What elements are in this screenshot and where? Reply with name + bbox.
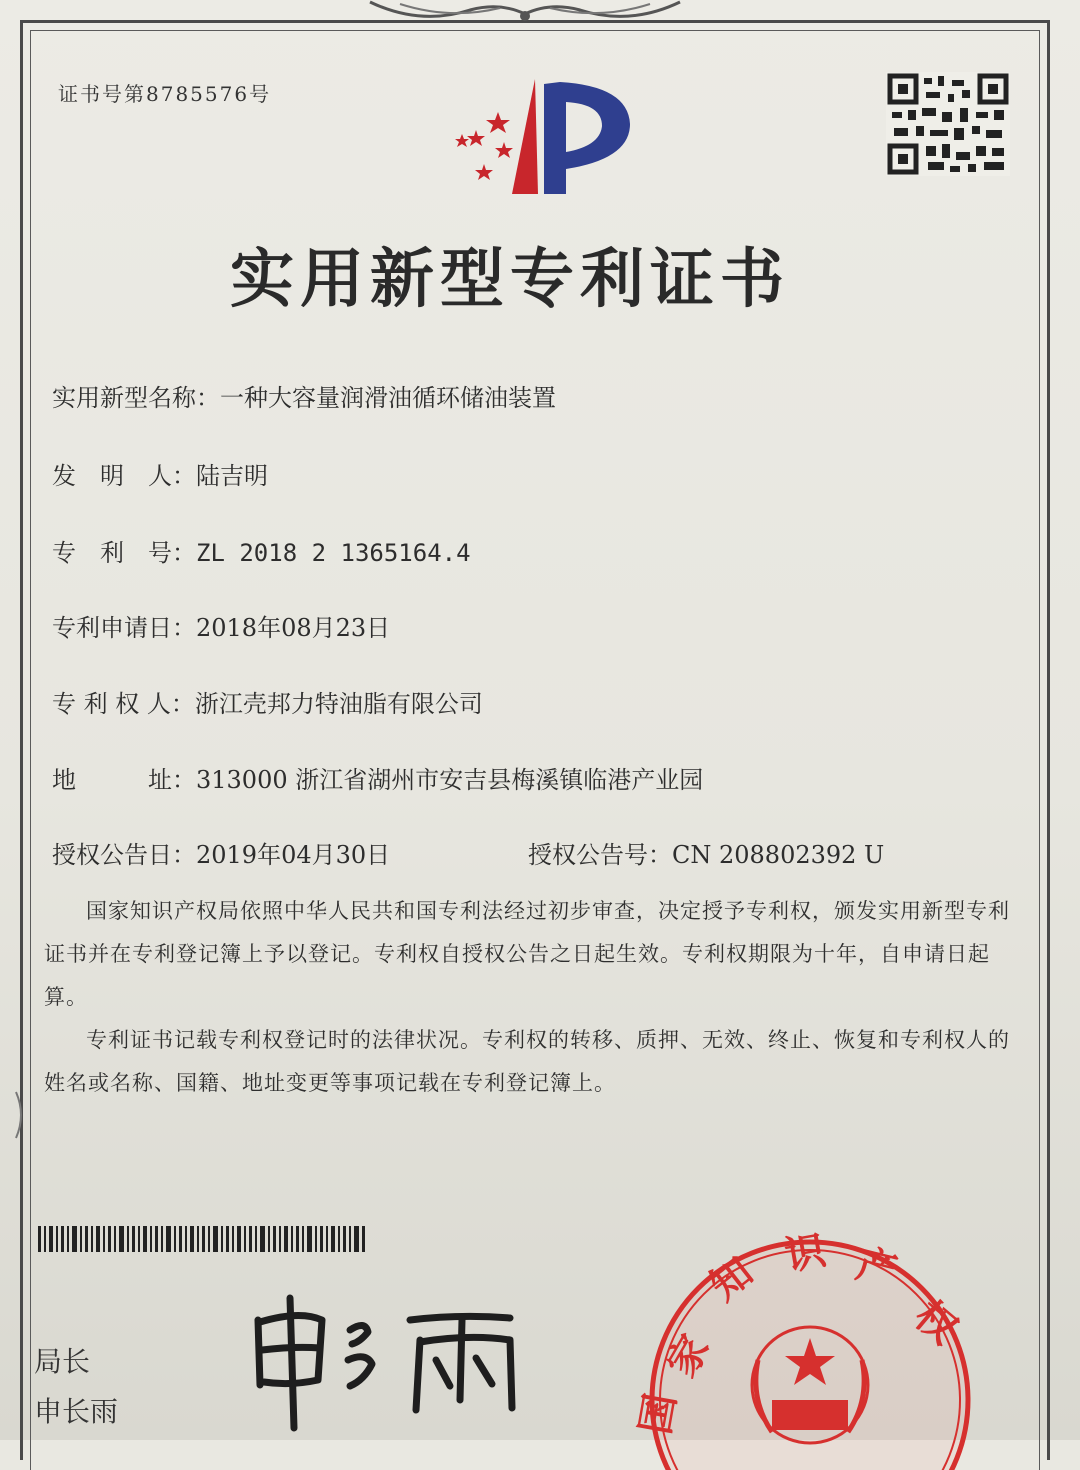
grant-number-value: CN 208802392 U	[672, 841, 885, 869]
inventor-label: 发 明 人：	[52, 462, 196, 490]
utility-model-name-label: 实用新型名称：	[52, 384, 220, 412]
signatory-name: 申长雨	[34, 1395, 119, 1428]
barcode-icon	[38, 1226, 368, 1252]
signatory-role: 局长	[34, 1345, 91, 1378]
svg-text:家: 家	[658, 1327, 719, 1385]
grant-date-value: 2019年04月30日	[196, 841, 391, 869]
patent-number-row	[52, 533, 471, 568]
certificate-body	[44, 890, 1010, 1105]
filing-date-value: 2018年08月23日	[196, 614, 391, 642]
grant-date-label: 授权公告日：	[52, 841, 196, 869]
inventor-value: 陆吉明	[196, 462, 268, 490]
filing-date-row	[52, 608, 390, 643]
address-label: 地 址：	[52, 766, 196, 794]
handwritten-signature-icon	[240, 1290, 550, 1430]
certificate-title: 实用新型专利证书	[230, 243, 790, 317]
qr-code-icon	[886, 72, 1010, 176]
inventor-row	[52, 456, 268, 491]
svg-text:权: 权	[905, 1292, 966, 1354]
patentee-row	[52, 684, 483, 719]
address-row	[52, 760, 703, 795]
svg-text:识: 识	[781, 1227, 830, 1280]
patent-number-value: ZL 2018 2 1365164.4	[196, 539, 471, 567]
svg-text:国: 国	[632, 1390, 685, 1438]
grant-number-label: 授权公告号：	[528, 841, 672, 869]
patentee-label: 专 利 权 人：	[52, 690, 195, 718]
grant-number-row	[528, 835, 884, 870]
top-ornament-icon	[360, 0, 690, 26]
filing-date-label: 专利申请日：	[52, 614, 196, 642]
utility-model-name-row	[52, 378, 556, 413]
cnipa-logo-icon	[440, 74, 640, 204]
body-paragraph-2: 专利证书记载专利权登记时的法律状况。专利权的转移、质押、无效、终止、恢复和专利权人的姓名或名称、国籍、地址变更等事项记载在专利登记簿上。	[44, 1028, 1010, 1095]
pencil-mark-icon	[12, 1090, 28, 1140]
official-seal-icon	[632, 1210, 980, 1440]
patent-number-label: 专 利 号：	[52, 539, 196, 567]
body-paragraph-1: 国家知识产权局依照中华人民共和国专利法经过初步审查，决定授予专利权，颁发实用新型专利证书并在专利登记簿上予以登记。专利权自授权公告之日起生效。专利权期限为十年，自申请日起算。	[44, 899, 1010, 1009]
grant-date-row	[52, 835, 390, 870]
svg-text:知: 知	[701, 1249, 762, 1310]
patentee-value: 浙江壳邦力特油脂有限公司	[194, 690, 483, 718]
svg-text:产: 产	[851, 1241, 902, 1296]
address-value: 313000 浙江省湖州市安吉县梅溪镇临港产业园	[196, 766, 704, 794]
certificate-number: 证书号第8785576号	[58, 82, 272, 106]
utility-model-name-value: 一种大容量润滑油循环储油装置	[220, 384, 556, 412]
